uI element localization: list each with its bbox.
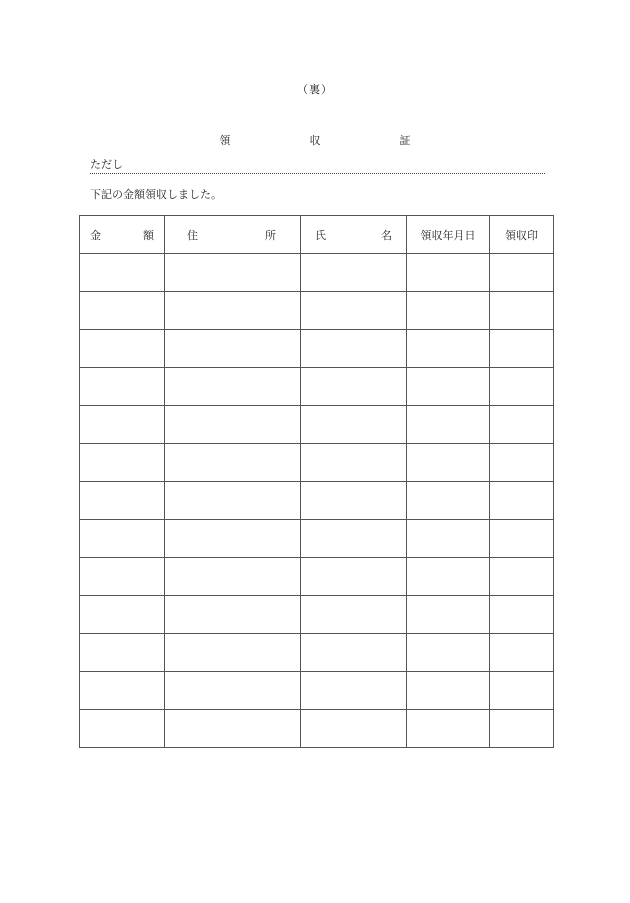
- cell-address: [165, 596, 301, 634]
- receipt-statement: 下記の金額領収しました。: [90, 188, 222, 201]
- column-header-name: [301, 216, 407, 254]
- cell-name: [301, 634, 407, 672]
- amount-char-1: 金: [90, 228, 101, 242]
- address-char-2: 所: [265, 228, 276, 242]
- cell-amount: [80, 254, 165, 292]
- title-char-3: 証: [399, 134, 411, 147]
- cell-receipt-date: [407, 482, 490, 520]
- cell-address: [165, 482, 301, 520]
- cell-address: [165, 330, 301, 368]
- table-row: [80, 710, 554, 748]
- table-row: [80, 292, 554, 330]
- name-char-2: 名: [381, 228, 392, 242]
- cell-receipt-date: [407, 292, 490, 330]
- cell-amount: [80, 558, 165, 596]
- cell-amount: [80, 596, 165, 634]
- cell-address: [165, 292, 301, 330]
- amount-char-2: 額: [143, 228, 154, 242]
- table-row: [80, 406, 554, 444]
- column-header-address: [165, 216, 301, 254]
- cell-name: [301, 368, 407, 406]
- cell-receipt-date: [407, 672, 490, 710]
- cell-address: [165, 444, 301, 482]
- cell-name: [301, 596, 407, 634]
- cell-receipt-seal: [490, 254, 554, 292]
- page-side-mark: （裏）: [297, 83, 333, 96]
- table-row: [80, 634, 554, 672]
- receipt-seal-label: 領収印: [505, 228, 538, 242]
- cell-address: [165, 672, 301, 710]
- cell-receipt-date: [407, 368, 490, 406]
- cell-amount: [80, 482, 165, 520]
- cell-amount: [80, 634, 165, 672]
- cell-receipt-date: [407, 558, 490, 596]
- cell-address: [165, 368, 301, 406]
- table-row: [80, 672, 554, 710]
- cell-receipt-seal: [490, 406, 554, 444]
- cell-address: [165, 558, 301, 596]
- table-row: [80, 368, 554, 406]
- cell-receipt-date: [407, 406, 490, 444]
- name-char-1: 氏: [315, 228, 326, 242]
- cell-receipt-seal: [490, 710, 554, 748]
- cell-name: [301, 444, 407, 482]
- cell-receipt-seal: [490, 596, 554, 634]
- cell-receipt-date: [407, 710, 490, 748]
- table-row: [80, 520, 554, 558]
- document-title: [180, 133, 450, 147]
- table-row: [80, 558, 554, 596]
- cell-amount: [80, 520, 165, 558]
- cell-amount: [80, 406, 165, 444]
- title-char-1: 領: [219, 134, 231, 147]
- cell-receipt-seal: [490, 368, 554, 406]
- cell-address: [165, 634, 301, 672]
- column-header-amount: [80, 216, 165, 254]
- cell-name: [301, 482, 407, 520]
- cell-receipt-date: [407, 254, 490, 292]
- cell-name: [301, 520, 407, 558]
- cell-amount: [80, 710, 165, 748]
- cell-name: [301, 406, 407, 444]
- cell-amount: [80, 672, 165, 710]
- proviso-label: ただし: [90, 158, 123, 171]
- table-row: [80, 444, 554, 482]
- cell-address: [165, 254, 301, 292]
- title-char-2: 収: [309, 134, 321, 147]
- cell-address: [165, 520, 301, 558]
- table-row: [80, 596, 554, 634]
- cell-amount: [80, 444, 165, 482]
- cell-name: [301, 558, 407, 596]
- cell-amount: [80, 292, 165, 330]
- cell-receipt-seal: [490, 634, 554, 672]
- receipt-date-label: 領収年月日: [420, 228, 476, 242]
- cell-name: [301, 330, 407, 368]
- cell-receipt-seal: [490, 444, 554, 482]
- cell-amount: [80, 330, 165, 368]
- cell-receipt-seal: [490, 482, 554, 520]
- cell-receipt-date: [407, 444, 490, 482]
- cell-name: [301, 254, 407, 292]
- cell-address: [165, 710, 301, 748]
- cell-name: [301, 672, 407, 710]
- cell-address: [165, 406, 301, 444]
- cell-receipt-seal: [490, 672, 554, 710]
- cell-receipt-seal: [490, 292, 554, 330]
- table-header-row: [80, 216, 554, 254]
- cell-receipt-seal: [490, 520, 554, 558]
- address-char-1: 住: [187, 228, 198, 242]
- cell-receipt-seal: [490, 558, 554, 596]
- table-row: [80, 330, 554, 368]
- receipt-table: [79, 215, 554, 748]
- cell-receipt-date: [407, 596, 490, 634]
- column-header-receipt-seal: [490, 216, 554, 254]
- cell-receipt-date: [407, 634, 490, 672]
- cell-receipt-seal: [490, 330, 554, 368]
- cell-name: [301, 292, 407, 330]
- cell-receipt-date: [407, 520, 490, 558]
- cell-amount: [80, 368, 165, 406]
- column-header-receipt-date: [407, 216, 490, 254]
- cell-name: [301, 710, 407, 748]
- cell-receipt-date: [407, 330, 490, 368]
- table-row: [80, 482, 554, 520]
- table-row: [80, 254, 554, 292]
- proviso-line: [90, 157, 545, 174]
